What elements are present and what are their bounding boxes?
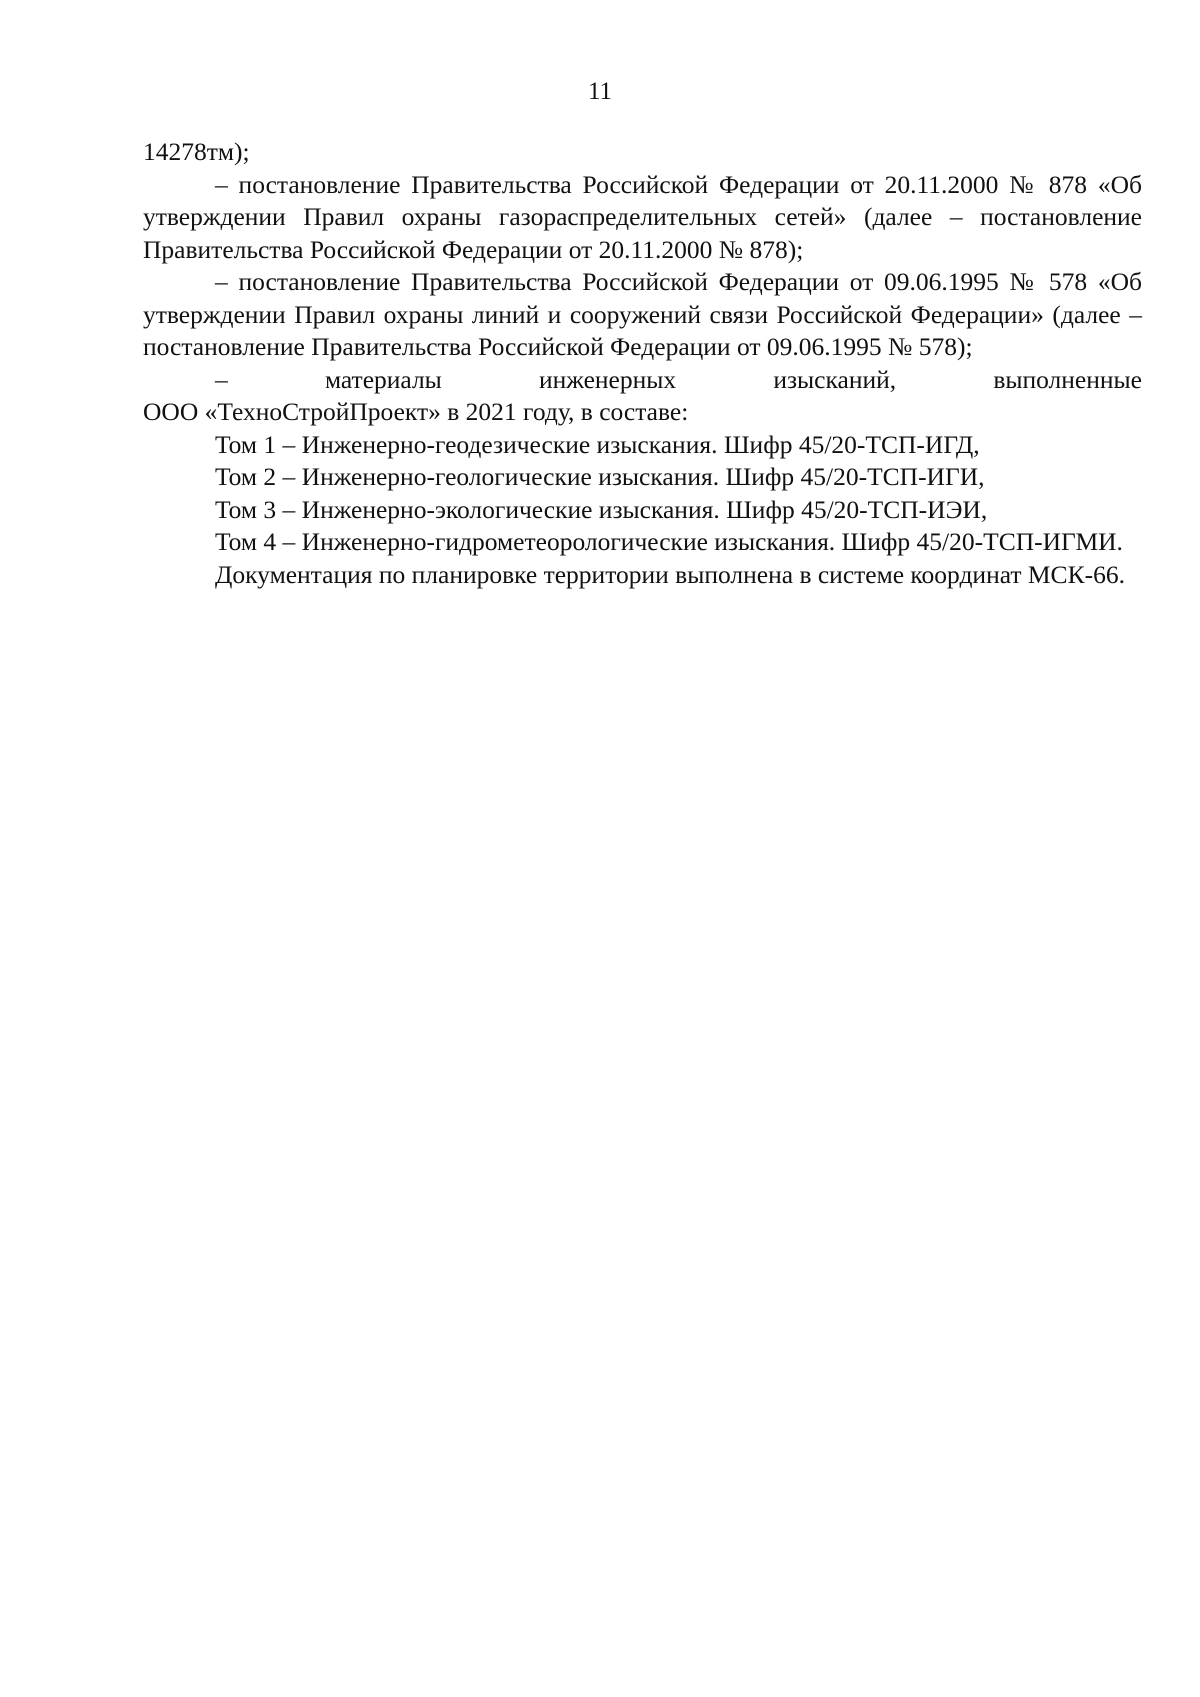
paragraph-decree-578: – постановление Правительства Российской Федерации от 09.06.1995 № 578 «Об утверждении Правил охраны линий и сооружений связи Российской Федерации» (далее – постановление Правительства Российской Федерации от 09.06.1995 № 578); — [143, 267, 1142, 361]
paragraph-continuation: 14278тм); — [143, 137, 250, 166]
volume-3-item: Том 3 – Инженерно-экологические изыскания. Шифр 45/20-ТСП-ИЭИ, — [215, 494, 988, 524]
volume-2-item: Том 2 – Инженерно-геологические изыскания. Шифр 45/20-ТСП-ИГИ, — [215, 462, 985, 491]
volume-4-item: Том 4 – Инженерно-гидрометеорологические изыскания. Шифр 45/20-ТСП-ИГМИ. — [215, 527, 1123, 556]
paragraph-decree-878: – постановление Правительства Российской Федерации от 20.11.2000 № 878 «Об утверждении Правил охраны газораспределительных сетей» (далее – постановление Правительства Российской Федерации от 20.11.2000 № 878); — [143, 169, 1142, 264]
page-number: 11 — [587, 78, 613, 105]
paragraph-surveys-line1: – материалы инженерных изысканий, выполненные — [215, 364, 1142, 394]
volume-1-item: Том 1 – Инженерно-геодезические изыскания. Шифр 45/20-ТСП-ИГД, — [215, 429, 980, 459]
document-body — [143, 136, 1142, 591]
paragraph-surveys-line2: ООО «ТехноСтройПроект» в 2021 году, в составе: — [143, 397, 689, 426]
paragraph-coordinate-system: Документация по планировке территории выполнена в системе координат МСК-66. — [215, 559, 1125, 589]
